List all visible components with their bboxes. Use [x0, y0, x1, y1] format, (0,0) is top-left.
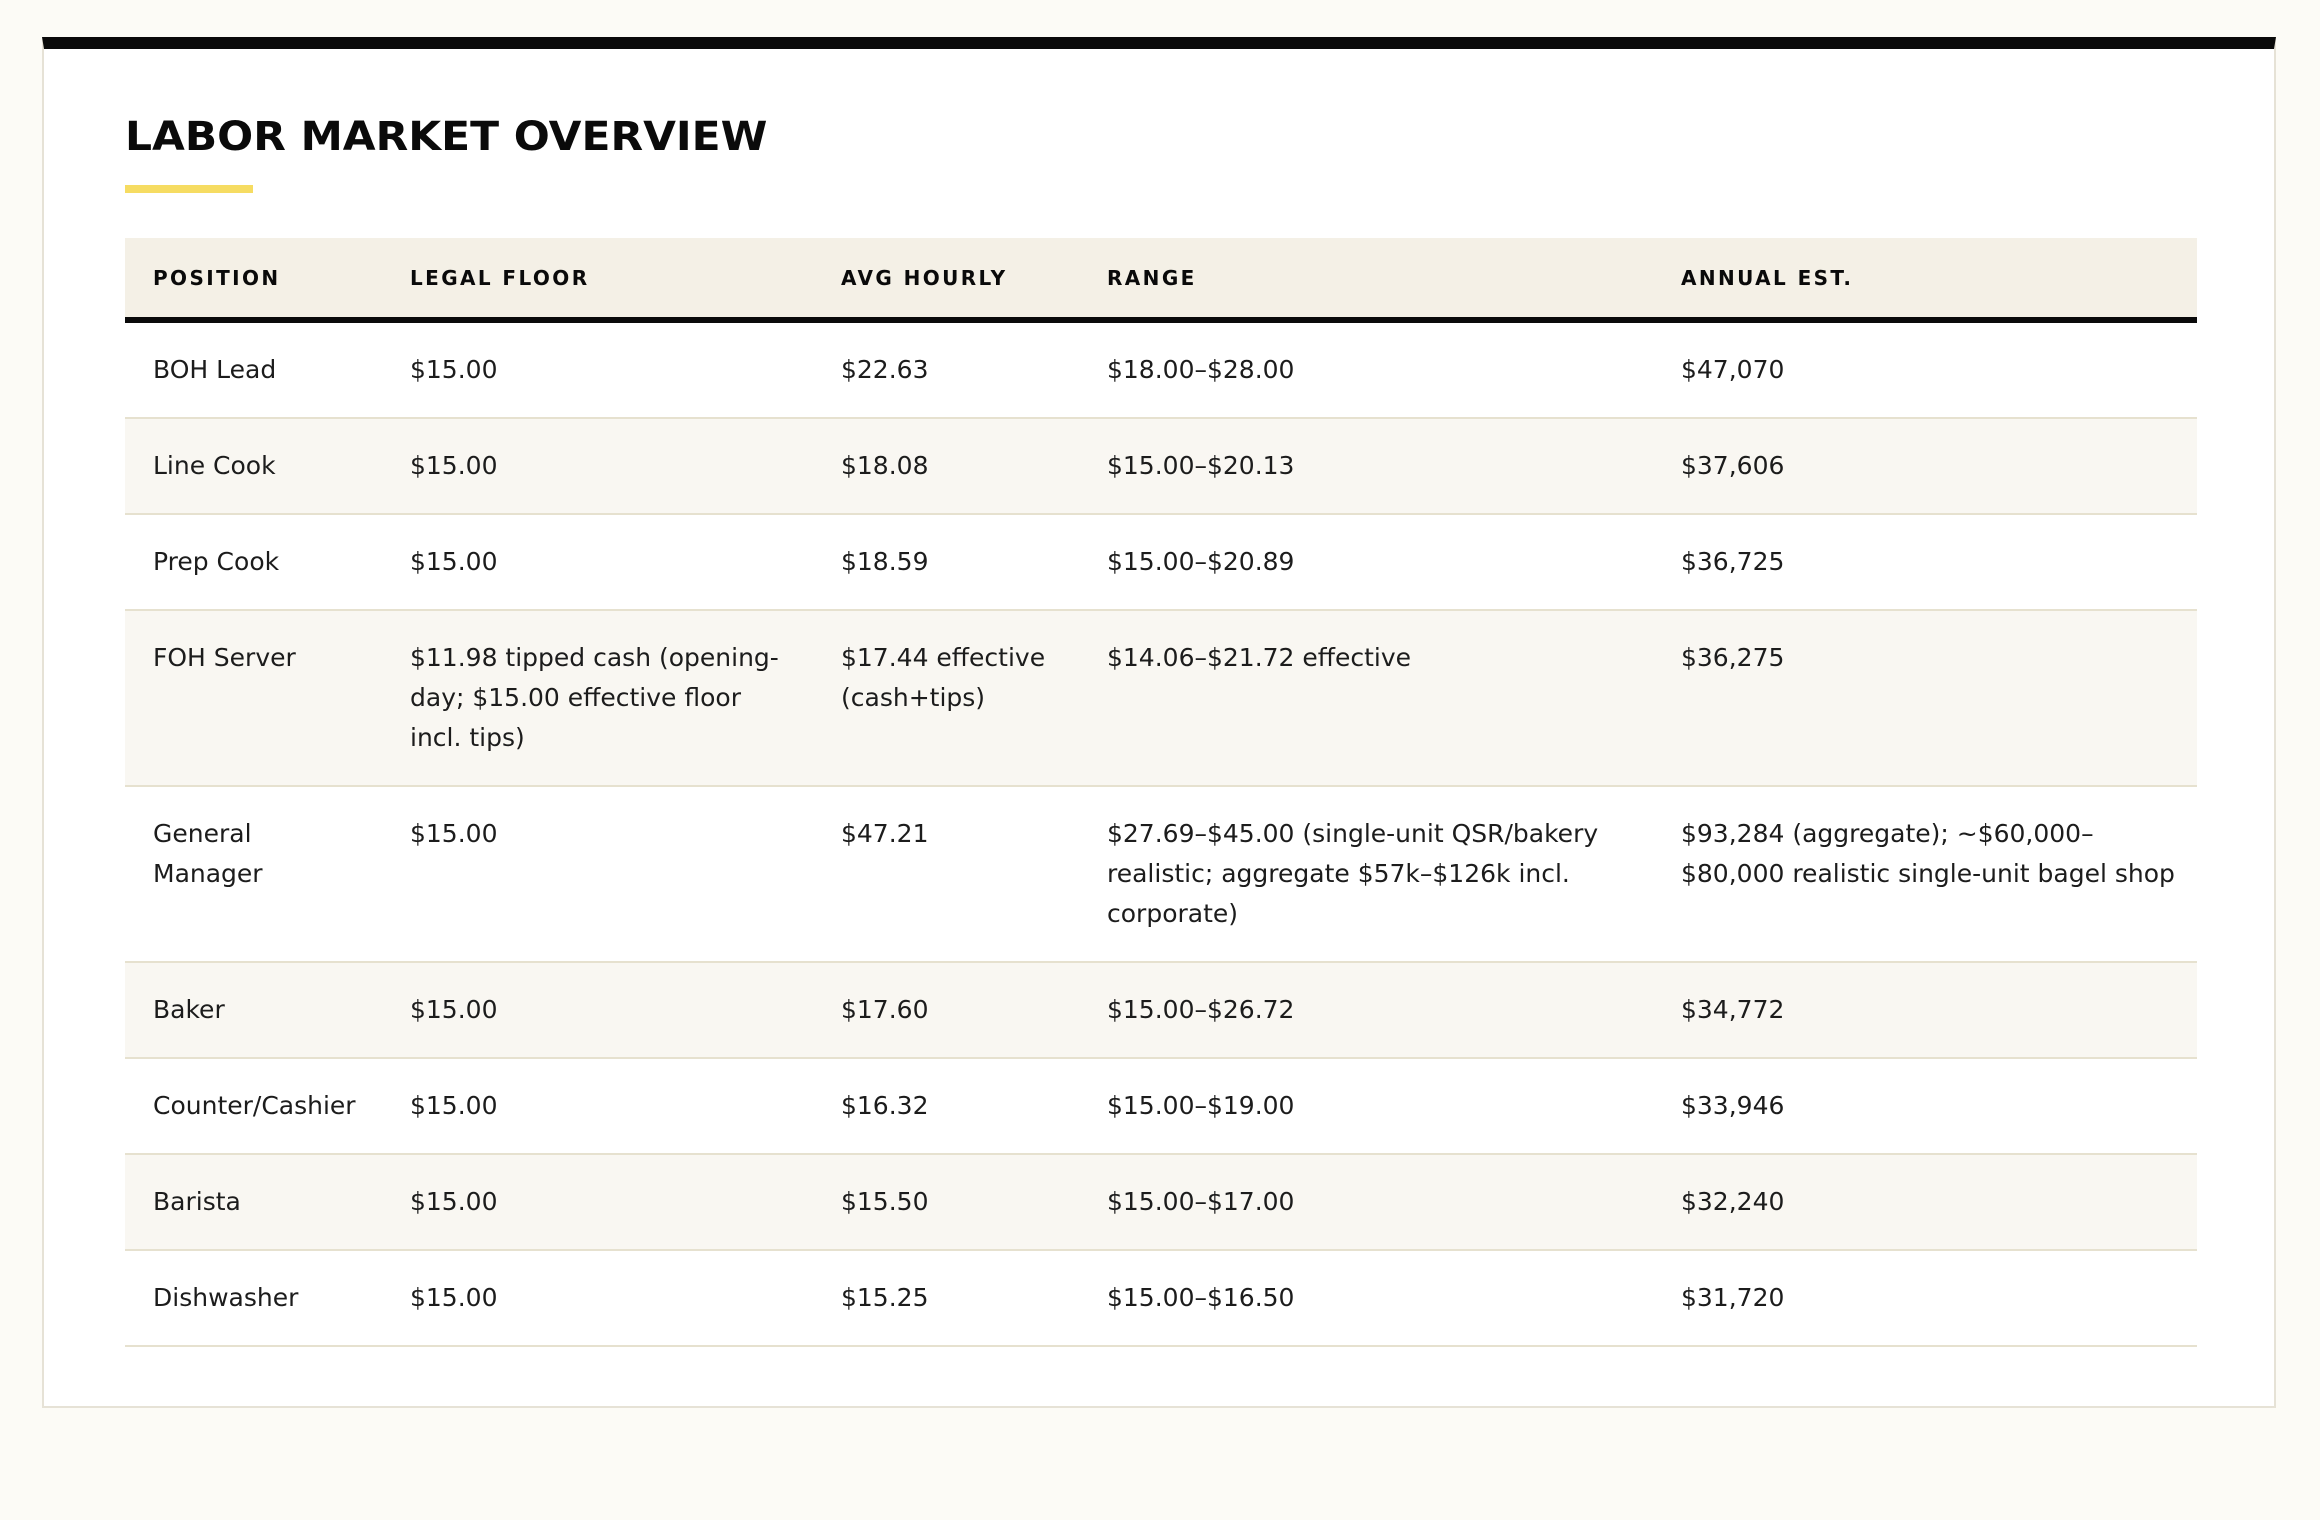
cell-avg-hourly: $17.44 effective (cash+tips) — [813, 610, 1079, 786]
cell-avg-hourly: $16.32 — [813, 1058, 1079, 1154]
cell-range: $27.69–$45.00 (single-unit QSR/bakery realistic; aggregate $57k–$126k incl. corporate) — [1079, 786, 1653, 962]
cell-avg-hourly: $15.50 — [813, 1154, 1079, 1250]
cell-range: $15.00–$16.50 — [1079, 1250, 1653, 1346]
title-accent-underline — [125, 185, 253, 193]
cell-avg-hourly: $18.08 — [813, 418, 1079, 514]
cell-annual-est: $31,720 — [1653, 1250, 2197, 1346]
cell-range: $14.06–$21.72 effective — [1079, 610, 1653, 786]
column-header-legal-floor: LEGAL FLOOR — [382, 238, 813, 320]
cell-position: BOH Lead — [125, 320, 382, 418]
column-header-annual-est: ANNUAL EST. — [1653, 238, 2197, 320]
cell-range: $15.00–$19.00 — [1079, 1058, 1653, 1154]
cell-position: Line Cook — [125, 418, 382, 514]
cell-range: $15.00–$20.13 — [1079, 418, 1653, 514]
table-body — [125, 320, 2197, 1346]
section-title: LABOR MARKET OVERVIEW — [125, 114, 768, 160]
cell-legal-floor: $15.00 — [382, 1154, 813, 1250]
cell-legal-floor: $15.00 — [382, 418, 813, 514]
cell-avg-hourly: $18.59 — [813, 514, 1079, 610]
labor-market-card — [42, 37, 2276, 1408]
cell-avg-hourly: $47.21 — [813, 786, 1079, 962]
cell-position: FOH Server — [125, 610, 382, 786]
column-header-range: RANGE — [1079, 238, 1653, 320]
column-header-position: POSITION — [125, 238, 382, 320]
table-row — [125, 610, 2197, 786]
cell-range: $15.00–$20.89 — [1079, 514, 1653, 610]
cell-legal-floor: $15.00 — [382, 786, 813, 962]
cell-range: $18.00–$28.00 — [1079, 320, 1653, 418]
labor-market-table — [125, 238, 2197, 1347]
cell-annual-est: $37,606 — [1653, 418, 2197, 514]
table-row — [125, 1250, 2197, 1346]
cell-annual-est: $47,070 — [1653, 320, 2197, 418]
table-row — [125, 320, 2197, 418]
cell-position: Prep Cook — [125, 514, 382, 610]
table-row — [125, 418, 2197, 514]
cell-annual-est: $34,772 — [1653, 962, 2197, 1058]
cell-legal-floor: $15.00 — [382, 1058, 813, 1154]
cell-position: Dishwasher — [125, 1250, 382, 1346]
table-row — [125, 1154, 2197, 1250]
cell-range: $15.00–$17.00 — [1079, 1154, 1653, 1250]
cell-legal-floor: $15.00 — [382, 962, 813, 1058]
cell-annual-est: $32,240 — [1653, 1154, 2197, 1250]
table-row — [125, 1058, 2197, 1154]
cell-avg-hourly: $22.63 — [813, 320, 1079, 418]
cell-position: General Manager — [125, 786, 382, 962]
cell-avg-hourly: $15.25 — [813, 1250, 1079, 1346]
cell-legal-floor: $15.00 — [382, 1250, 813, 1346]
cell-range: $15.00–$26.72 — [1079, 962, 1653, 1058]
cell-annual-est: $36,275 — [1653, 610, 2197, 786]
cell-annual-est: $33,946 — [1653, 1058, 2197, 1154]
column-header-avg-hourly: AVG HOURLY — [813, 238, 1079, 320]
cell-annual-est: $36,725 — [1653, 514, 2197, 610]
table-row — [125, 786, 2197, 962]
cell-position: Counter/Cashier — [125, 1058, 382, 1154]
cell-annual-est: $93,284 (aggregate); ~$60,000–$80,000 realistic single-unit bagel shop — [1653, 786, 2197, 962]
cell-avg-hourly: $17.60 — [813, 962, 1079, 1058]
cell-legal-floor: $11.98 tipped cash (opening-day; $15.00 effective floor incl. tips) — [382, 610, 813, 786]
cell-position: Barista — [125, 1154, 382, 1250]
table-header — [125, 238, 2197, 320]
table-row — [125, 962, 2197, 1058]
cell-legal-floor: $15.00 — [382, 514, 813, 610]
table-row — [125, 514, 2197, 610]
cell-legal-floor: $15.00 — [382, 320, 813, 418]
cell-position: Baker — [125, 962, 382, 1058]
header-row — [125, 238, 2197, 320]
